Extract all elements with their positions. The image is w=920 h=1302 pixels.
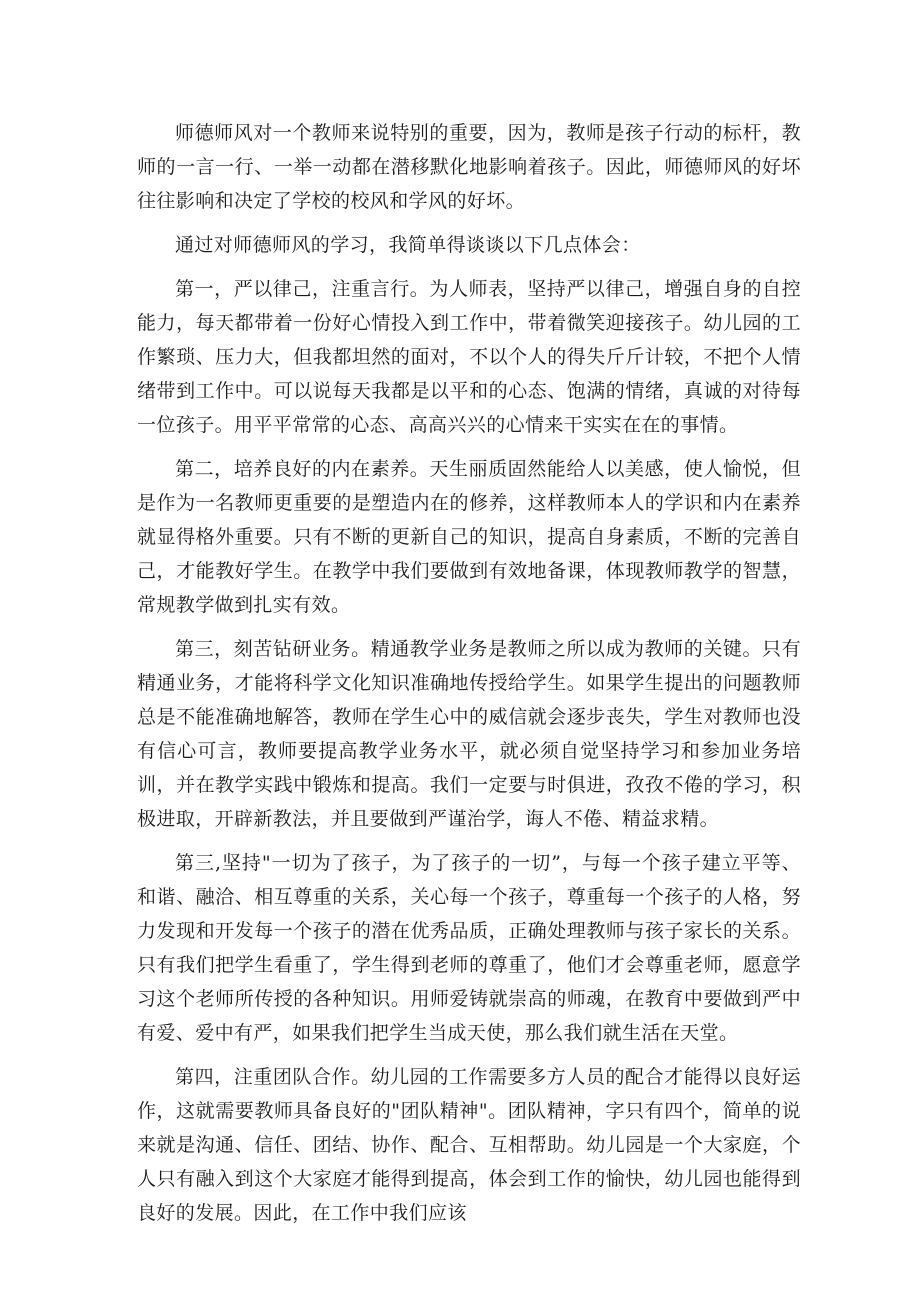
paragraph-point-3b: 第三,坚持"一切为了孩子，为了孩子的一切”，与每一个孩子建立平等、和谐、融洽、相互尊重的关系，关心每一个孩子，尊重每一个孩子的人格，努力发现和开发每一个孩子的潜在优秀品质，正确处理教师与孩子家长的关系。只有我们把学生看重了，学生得到老师的尊重了，他们才会尊重老师，愿意学习这个老师所传授的各种知识。用师爱铸就崇高的师魂，在教育中要做到严中有爱、爱中有严，如果我们把学生当成天使，那么我们就生活在天堂。 [137,852,801,1044]
document-body [137,116,801,1240]
paragraph-point-3: 第三，刻苦钻研业务。精通教学业务是教师之所以成为教师的关键。只有精通业务，才能将科学文化知识准确地传授给学生。如果学生提出的问题教师总是不能准确地解答，教师在学生心中的威信就会逐步丧失，学生对教师也没有信心可言，教师要提高教学业务水平，就必须自觉坚持学习和参加业务培训，并在教学实践中锻炼和提高。我们一定要与时俱进，孜孜不倦的学习，积极进取，开辟新教法，并且要做到严谨治学，诲人不倦、精益求精。 [137,638,801,830]
paragraph-point-4: 第四，注重团队合作。幼儿园的工作需要多方人员的配合才能得以良好运作，这就需要教师具备良好的"团队精神"。团队精神，字只有四个，简单的说来就是沟通、信任、团结、协作、配合、互相帮助。幼儿园是一个大家庭，个人只有融入到这个大家庭才能得到提高，体会到工作的愉快，幼儿园也能得到良好的发展。因此，在工作中我们应该 [137,1066,801,1224]
paragraph-point-1: 第一，严以律己，注重言行。为人师表，坚持严以律己，增强自身的自控能力，每天都带着一份好心情投入到工作中，带着微笑迎接孩子。幼儿园的工作繁琐、压力大，但我都坦然的面对，不以个人的得失斤斤计较，不把个人情绪带到工作中。可以说每天我都是以平和的心态、饱满的情绪，真诚的对待每一位孩子。用平平常常的心态、高高兴兴的心情来干实实在在的事情。 [137,278,801,436]
paragraph-point-2: 第二，培养良好的内在素养。天生丽质固然能给人以美感，使人愉悦，但是作为一名教师更重要的是塑造内在的修养，这样教师本人的学识和内在素养就显得格外重要。只有不断的更新自己的知识，提高自身素质，不断的完善自己，才能教好学生。在教学中我们要做到有效地备课，体现教师教学的智慧，常规教学做到扎实有效。 [137,458,801,616]
paragraph-lead-in: 通过对师德师风的学习，我简单得谈谈以下几点体会： [175,234,641,256]
paragraph-intro: 师德师风对一个教师来说特别的重要，因为，教师是孩子行动的标杆，教师的一言一行、一举一动都在潜移默化地影响着孩子。因此，师德师风的好坏往往影响和决定了学校的校风和学风的好坏。 [137,122,801,212]
